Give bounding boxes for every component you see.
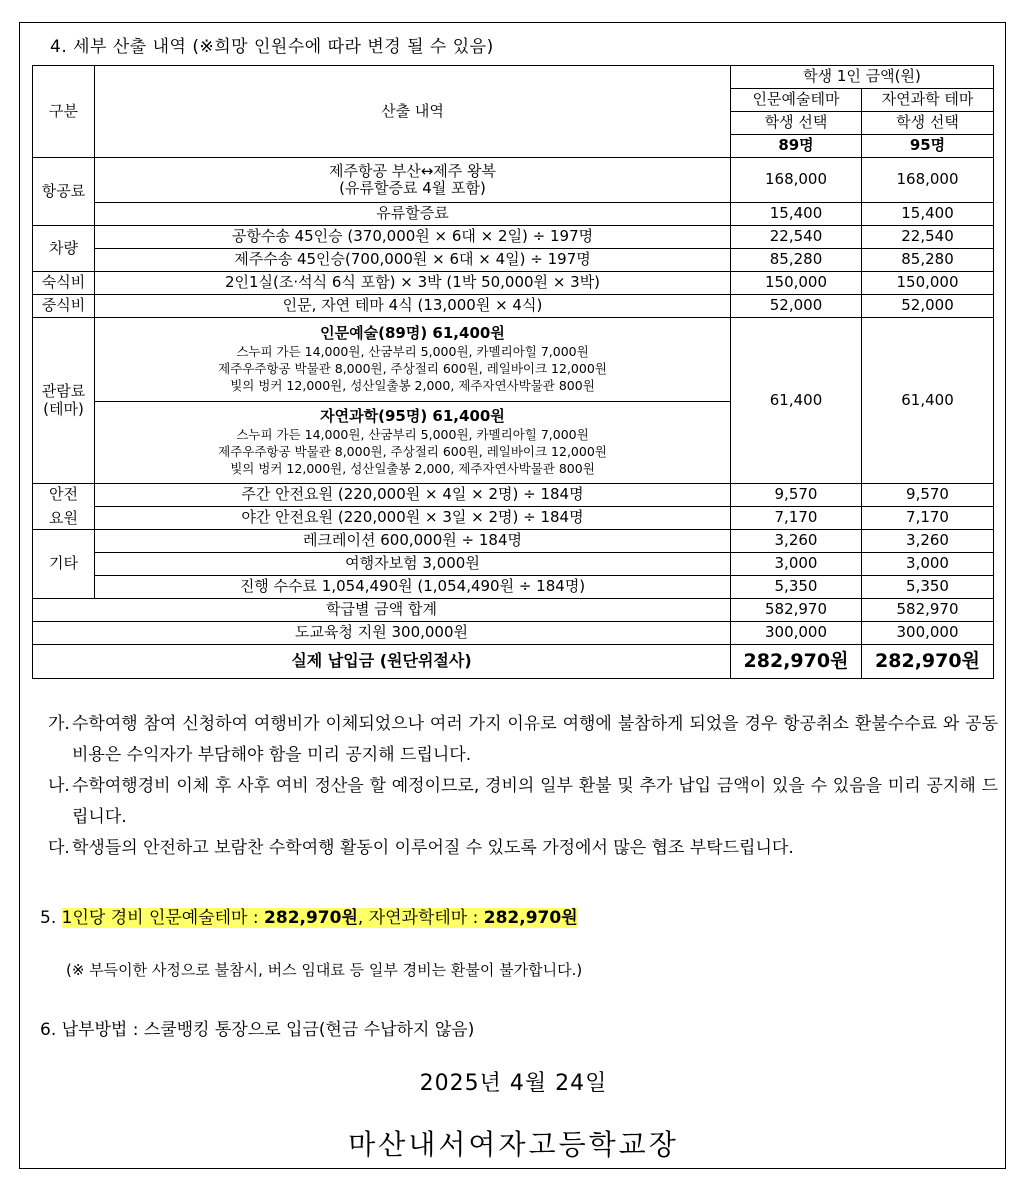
lunch-label: 중식비 [33,295,95,318]
section5-amount-b: 282,970원 [483,908,578,928]
tour-theme2-detail [95,402,731,484]
tour-label-line1: 관람료 [41,382,86,401]
section5-text-b: , 자연과학테마 : [357,908,484,928]
tour-theme2-line1: 스누피 가든 14,000원, 산굼부리 5,000원, 카멜리아힐 7,000원 [236,426,589,442]
header-col2-count: 95명 [862,135,994,158]
insurance-detail: 여행자보험 3,000원 [95,553,731,576]
airport-bus-value-2: 22,540 [862,226,994,249]
etc-label: 기타 [33,530,95,599]
notice-marker: 가. [48,714,70,734]
fuel-surcharge-detail: 유류할증료 [95,203,731,226]
final-label: 실제 납입금 (원단위절사) [33,645,731,679]
section5-number: 5. [40,908,57,928]
support-value-1: 300,000 [731,622,862,645]
airfare-detail-line1: 제주항공 부산↔제주 왕복 [328,161,496,180]
recreation-value-1: 3,260 [731,530,862,553]
vehicle-label: 차량 [33,226,95,272]
night-guard-detail: 야간 안전요원 (220,000원 × 3일 × 2명) ÷ 184명 [95,507,731,530]
airfare-detail-line2: (유류할증료 4월 포함) [339,179,486,197]
lodging-label: 숙식비 [33,272,95,295]
tour-theme1-line1: 스누피 가든 14,000원, 산굼부리 5,000원, 카멜리아힐 7,000원 [236,343,589,359]
tour-label [33,318,95,484]
document-date: 2025년 4월 24일 [419,1071,608,1096]
lunch-detail: 인문, 자연 테마 4식 (13,000원 × 4식) [95,295,731,318]
subtotal-value-1: 582,970 [731,599,862,622]
night-guard-value-2: 7,170 [862,507,994,530]
tour-value-2: 61,400 [862,318,994,484]
fee-value-1: 5,350 [731,576,862,599]
header-per-student: 학생 1인 금액(원) [731,66,994,89]
subtotal-value-2: 582,970 [862,599,994,622]
fee-detail: 진행 수수료 1,054,490원 (1,054,490원 ÷ 184명) [95,576,731,599]
insurance-value-1: 3,000 [731,553,862,576]
airport-bus-detail: 공항수송 45인승 (370,000원 × 6대 × 2일) ÷ 197명 [95,226,731,249]
header-detail: 산출 내역 [95,66,731,158]
notice-text: 학생들의 안전하고 보람찬 수학여행 활동이 이루어질 수 있도록 가정에서 많은 협조 부탁드립니다. [72,838,794,858]
section5-highlight [62,908,578,928]
lodging-detail: 2인1실(조·석식 6식 포함) × 3박 (1박 50,000원 × 3박) [95,272,731,295]
fuel-surcharge-value-1: 15,400 [731,203,862,226]
section6-payment: 6. 납부방법 : 스쿨뱅킹 통장으로 입금(현금 수납하지 않음) [40,1020,475,1040]
tour-theme2-line3: 빛의 벙커 12,000원, 성산일출봉 2,000, 제주자연사박물관 800원 [230,460,595,476]
night-guard-value-1: 7,170 [731,507,862,530]
tour-value-1: 61,400 [731,318,862,484]
cost-breakdown-table [32,65,994,679]
lunch-value-1: 52,000 [731,295,862,318]
header-col1-line2: 학생 선택 [731,112,862,135]
recreation-detail: 레크레이션 600,000원 ÷ 184명 [95,530,731,553]
notice-text: 수학여행경비 이체 후 사후 여비 정산을 할 예정이므로, 경비의 일부 환불 및 추가 납입 금액이 있을 수 있음을 미리 공지해 드립니다. [72,776,998,827]
section5-text-a: 1인당 경비 인문예술테마 : [61,908,265,928]
header-col2-line2: 학생 선택 [862,112,994,135]
notice-marker: 다. [48,838,70,858]
section5-cost [40,903,578,928]
document-frame [19,22,1006,1169]
section5-note: (※ 부득이한 사정으로 불참시, 버스 임대료 등 일부 경비는 환불이 불가합니다.) [66,961,583,979]
notice-marker: 나. [48,776,70,796]
section4-title: 4. 세부 산출 내역 (※희망 인원수에 따라 변경 될 수 있음) [50,37,494,57]
airport-bus-value-1: 22,540 [731,226,862,249]
header-category: 구분 [33,66,95,158]
final-value-1: 282,970원 [731,645,862,679]
safety-label-line2: 요원 [49,508,78,527]
lodging-value-2: 150,000 [862,272,994,295]
airfare-detail [95,158,731,203]
tour-theme1-line2: 제주우주항공 박물관 8,000원, 주상절리 600원, 레일바이크 12,000원 [218,360,607,376]
airfare-value-2: 168,000 [862,158,994,203]
tour-theme2-line2: 제주우주항공 박물관 8,000원, 주상절리 600원, 레일바이크 12,000원 [218,443,607,459]
lodging-value-1: 150,000 [731,272,862,295]
notice-list [48,709,998,864]
section5-amount-a: 282,970원 [264,908,358,928]
safety-label [33,484,95,530]
school-principal: 마산내서여자고등학교장 [348,1128,679,1161]
tour-theme1-line3: 빛의 벙커 12,000원, 성산일출봉 2,000, 제주자연사박물관 800원 [230,377,595,393]
tour-theme2-head: 자연과학(95명) 61,400원 [320,406,505,425]
day-guard-detail: 주간 안전요원 (220,000원 × 4일 × 2명) ÷ 184명 [95,484,731,507]
jeju-bus-value-2: 85,280 [862,249,994,272]
fee-value-2: 5,350 [862,576,994,599]
support-label: 도교육청 지원 300,000원 [33,622,731,645]
airfare-label: 항공료 [33,158,95,226]
notice-item [48,771,998,833]
recreation-value-2: 3,260 [862,530,994,553]
fuel-surcharge-value-2: 15,400 [862,203,994,226]
tour-theme1-detail [95,318,731,402]
airfare-value-1: 168,000 [731,158,862,203]
header-col1-line1: 인문예술테마 [731,89,862,112]
day-guard-value-1: 9,570 [731,484,862,507]
header-col2-line1: 자연과학 테마 [862,89,994,112]
notice-item [48,709,998,771]
jeju-bus-value-1: 85,280 [731,249,862,272]
notice-item [48,833,998,864]
jeju-bus-detail: 제주수송 45인승(700,000원 × 6대 × 4일) ÷ 197명 [95,249,731,272]
tour-label-line2: (테마) [43,399,84,418]
lunch-value-2: 52,000 [862,295,994,318]
subtotal-label: 학급별 금액 합계 [33,599,731,622]
notice-text: 수학여행 참여 신청하여 여행비가 이체되었으나 여러 가지 이유로 여행에 불참하게 되었을 경우 항공취소 환불수수료 와 공동비용은 수익자가 부담해야 함을 미리 공지해 드립니다. [72,714,998,765]
day-guard-value-2: 9,570 [862,484,994,507]
insurance-value-2: 3,000 [862,553,994,576]
safety-label-line1: 안전 [49,485,78,504]
tour-theme1-head: 인문예술(89명) 61,400원 [320,323,505,342]
header-col1-count: 89명 [731,135,862,158]
support-value-2: 300,000 [862,622,994,645]
final-value-2: 282,970원 [862,645,994,679]
